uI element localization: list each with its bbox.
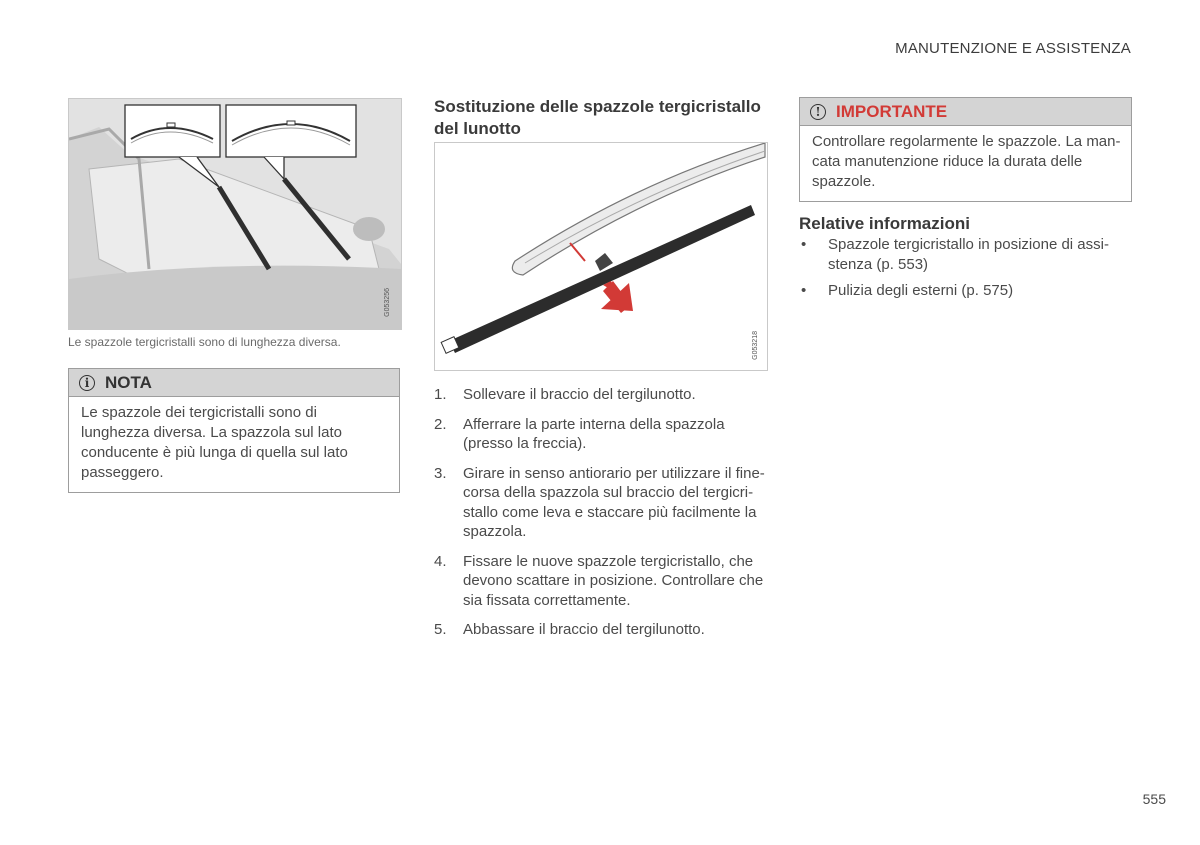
step-number: 3. [434,464,447,482]
important-body: Controllare regolarmente le spazzole. La man-cata manutenzione riduce la durata delle spazzole. [812,133,1121,190]
step-number: 1. [434,386,447,403]
step-number: 2. [434,415,447,433]
step-text: Afferrare la parte interna della spazzola (presso la freccia). [463,415,725,452]
running-header: MANUTENZIONE E ASSISTENZA [895,40,1131,57]
bullet: • [801,282,807,299]
step-item [434,552,768,611]
windshield-wipers-illustration [68,98,402,330]
step-text: Girare in senso antiorario per utilizzare il fine-corsa della spazzola sul braccio del tergicri-stallo come leva e staccare più facilmente la spazzola. [463,464,765,540]
bullet: • [801,236,807,253]
section-title: Sostituzione delle spazzole tergicristallo del lunotto [434,97,761,138]
figure-code: G053218 [752,331,759,360]
page-number: 555 [1142,791,1166,807]
step-number: 5. [434,621,447,638]
warning-icon: ! [810,104,826,120]
note-box [68,368,400,493]
step-item [434,464,768,542]
rear-wiper-illustration [434,142,768,371]
related-link[interactable] [799,235,1132,274]
related-link-text[interactable]: Spazzole tergicristallo in posizione di assi-stenza (p. 553) [828,236,1109,273]
step-number: 4. [434,552,447,570]
step-text: Sollevare il braccio del tergilunotto. [463,386,696,403]
step-text: Fissare le nuove spazzole tergicristallo, che devono scattare in posizione. Controllare che sia fissata correttamente. [463,552,764,609]
windshield-wipers-drawing [69,99,401,329]
step-item [434,385,768,405]
related-link-text[interactable]: Pulizia degli esterni (p. 575) [828,282,1014,299]
related-list [799,235,1132,308]
important-box [799,97,1132,202]
figure-code: G053256 [384,288,391,317]
info-icon: i [79,375,95,391]
step-text: Abbassare il braccio del tergilunotto. [463,621,705,638]
figure-caption: Le spazzole tergicristalli sono di lunghezza diversa. [68,335,341,349]
related-link[interactable] [799,281,1132,301]
rear-wiper-drawing [435,143,767,370]
related-title: Relative informazioni [799,214,970,233]
important-header [800,98,1131,126]
note-body: Le spazzole dei tergicristalli sono di lunghezza diversa. La spazzola sul lato conducente è più lunga di quella sul lato passeggero. [81,404,348,481]
important-title: IMPORTANTE [836,101,948,121]
note-title: NOTA [105,372,152,392]
step-item [434,415,768,454]
steps-list [434,385,768,650]
step-item [434,620,768,640]
note-header [69,369,399,397]
